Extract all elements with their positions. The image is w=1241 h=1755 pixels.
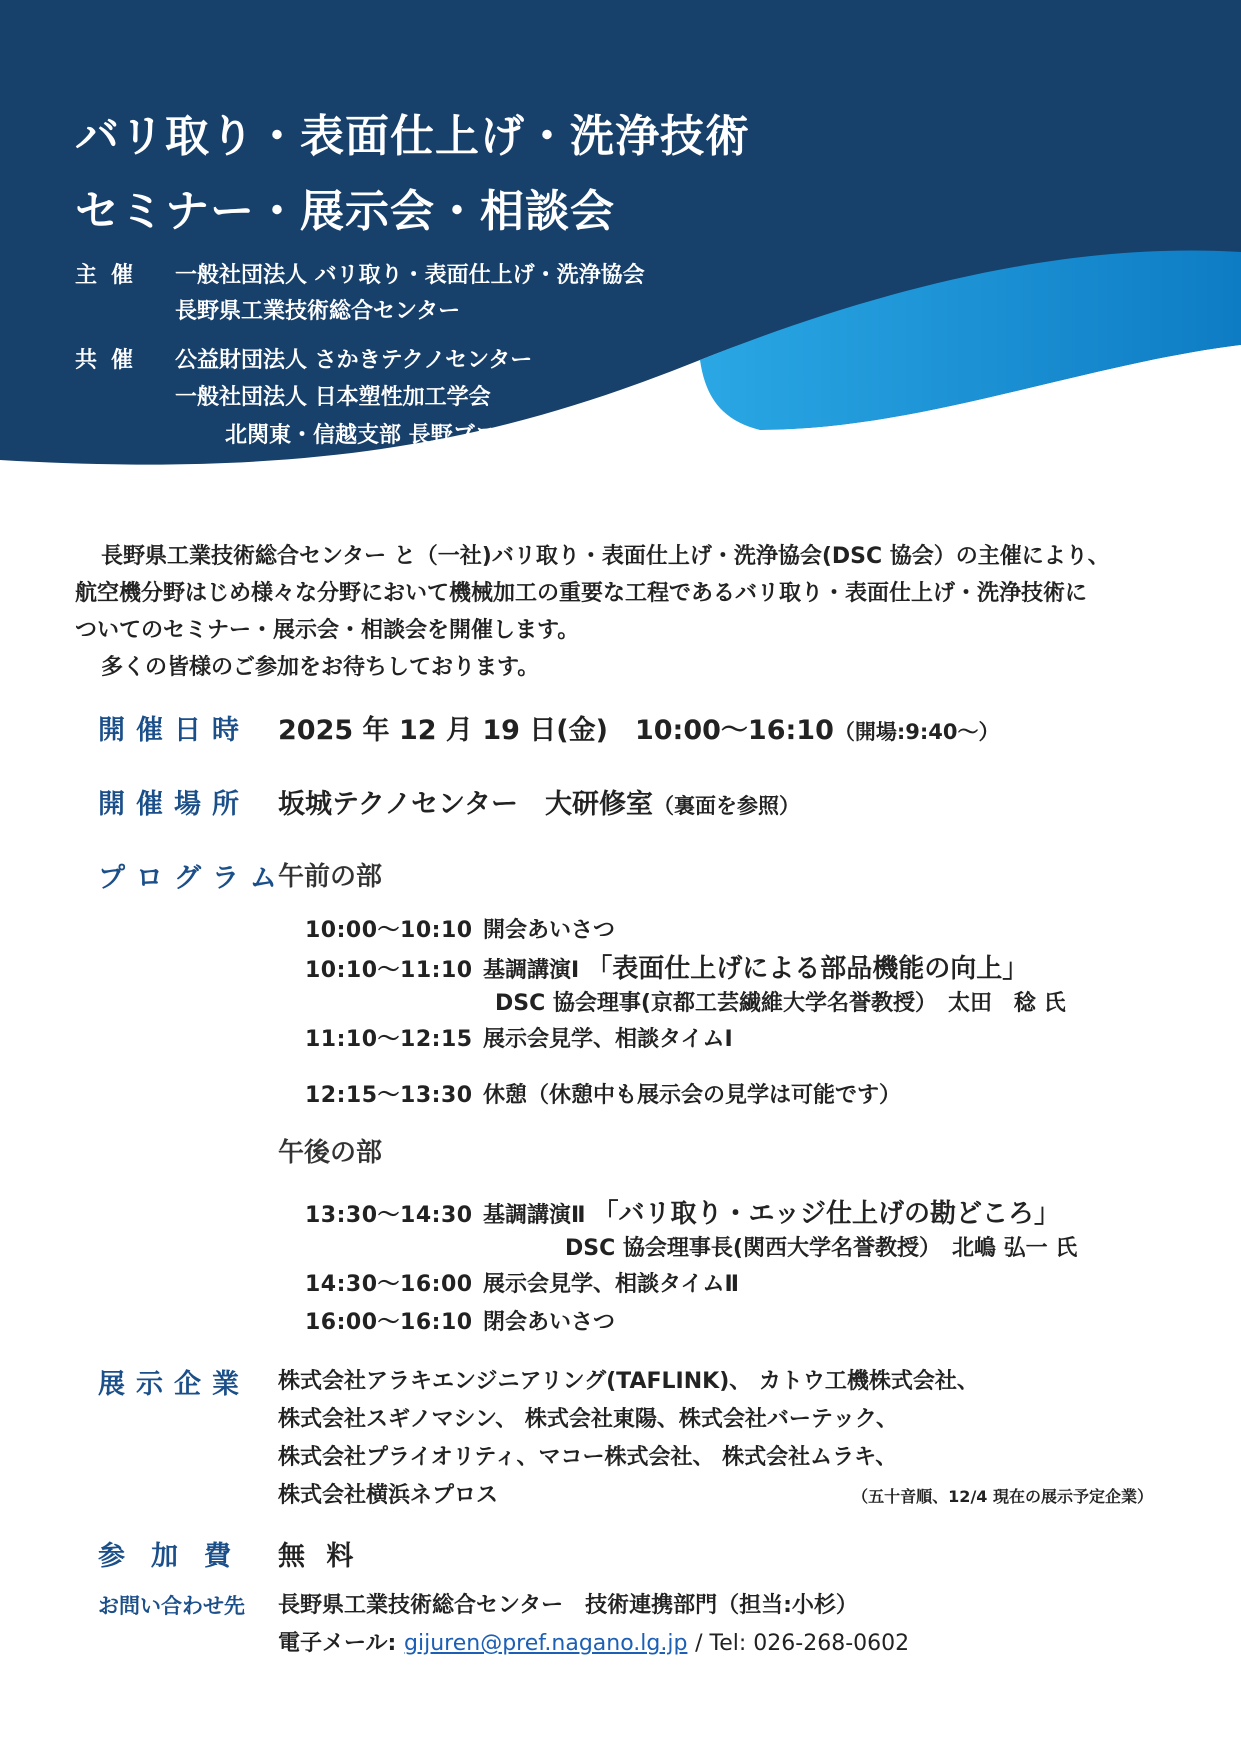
program-time: 16:00～16:10: [305, 1310, 473, 1335]
cosponsor-label: 共催: [75, 348, 148, 373]
program-time: 13:30～14:30: [305, 1203, 473, 1228]
organizer-2: 長野県工業技術総合センター: [175, 299, 461, 324]
program-time: 10:10～11:10: [305, 958, 473, 983]
title-line-1: バリ取り・表面仕上げ・洗浄技術: [75, 111, 750, 162]
program-desc: 閉会あいさつ: [483, 1310, 616, 1335]
program-time: 12:15～13:30: [305, 1083, 473, 1108]
contact-label: お問い合わせ先: [98, 1594, 245, 1618]
program-desc: 開会あいさつ: [483, 918, 616, 943]
program-desc: 展示会見学、相談タイムⅠ: [483, 1027, 733, 1052]
email-link[interactable]: gijuren@pref.nagano.lg.jp: [404, 1631, 688, 1656]
keynote-2-speaker: DSC 協会理事長(関西大学名誉教授） 北嶋 弘一 氏: [565, 1236, 1078, 1261]
fee-label: 参加費: [98, 1541, 257, 1572]
venue-note: （裏面を参照）: [653, 794, 801, 818]
keynote-2-title: 「バリ取り・エッジ仕上げの勘どころ」: [592, 1199, 1060, 1229]
program-row: [305, 1078, 901, 1109]
program-row: [305, 1193, 1060, 1230]
keynote-1-title: 「表面仕上げによる部品機能の向上」: [586, 954, 1029, 984]
program-desc: 基調講演Ⅰ: [483, 958, 580, 983]
program-desc: 基調講演Ⅱ: [483, 1203, 586, 1228]
exhibitor-line: 株式会社プライオリティ、マコー株式会社、 株式会社ムラキ、: [278, 1445, 898, 1470]
intro-paragraph: [75, 538, 1170, 686]
program-row: [305, 1267, 739, 1298]
cosponsor-2: 一般社団法人 日本塑性加工学会: [175, 385, 491, 410]
program-row: [305, 1305, 615, 1336]
tel-text: / Tel: 026-268-0602: [695, 1631, 910, 1656]
program-label: プログラム: [98, 863, 288, 894]
datetime-label: 開催日時: [98, 715, 250, 746]
venue-text: 坂城テクノセンター 大研修室: [278, 789, 654, 820]
intro-line-4: 多くの皆様のご参加をお待ちしております。: [101, 655, 540, 680]
contact-line-2: [278, 1626, 909, 1657]
program-desc: 休憩（休憩中も展示会の見学は可能です）: [483, 1083, 902, 1108]
contact-line-1: 長野県工業技術総合センター 技術連携部門（担当:小杉）: [278, 1593, 858, 1618]
exhibitor-line: 株式会社横浜ネプロス: [278, 1483, 499, 1508]
intro-line-1: 長野県工業技術総合センター と（一社)バリ取り・表面仕上げ・洗浄協会(DSC 協会）の主催により、: [101, 544, 1110, 569]
morning-label: 午前の部: [278, 862, 383, 892]
datetime-text: 2025 年 12 月 19 日(金) 10:00～16:10: [278, 715, 834, 746]
afternoon-label: 午後の部: [278, 1138, 383, 1168]
program-row: [305, 1022, 733, 1053]
program-row: [305, 913, 615, 944]
venue-value: [278, 782, 800, 821]
datetime-note: （開場:9:40～）: [833, 720, 1000, 744]
cosponsor-3: 北関東・信越支部 長野ブロック: [225, 423, 541, 448]
exhibitor-line: 株式会社スギノマシン、 株式会社東陽、株式会社バーテック、: [278, 1407, 899, 1432]
program-desc: 展示会見学、相談タイムⅡ: [483, 1272, 740, 1297]
intro-line-3: ついてのセミナー・展示会・相談会を開催します。: [75, 618, 580, 643]
header-banner: [0, 0, 1241, 500]
program-time: 10:00～10:10: [305, 918, 473, 943]
datetime-value: [278, 708, 1000, 747]
intro-line-2: 航空機分野はじめ様々な分野において機械加工の重要な工程であるバリ取り・表面仕上げ・洗浄技術に: [75, 581, 1088, 606]
organizer-1: 一般社団法人 バリ取り・表面仕上げ・洗浄協会: [175, 263, 645, 288]
exhibitors-note: （五十音順、12/4 現在の展示予定企業）: [852, 1487, 1153, 1506]
banner-wave-graphic: [0, 0, 1241, 500]
venue-label: 開催場所: [98, 789, 250, 820]
fee-value: 無 料: [278, 1541, 360, 1572]
organizer-label: 主催: [75, 263, 148, 288]
title-line-2: セミナー・展示会・相談会: [75, 186, 615, 237]
program-time: 11:10～12:15: [305, 1027, 473, 1052]
exhibitors-label: 展示企業: [98, 1369, 250, 1400]
exhibitor-line: 株式会社アラキエンジニアリング(TAFLINK)、 カトウ工機株式会社、: [278, 1369, 979, 1394]
keynote-1-speaker: DSC 協会理事(京都工芸繊維大学名誉教授） 太田 稔 氏: [495, 991, 1066, 1016]
program-row: [305, 948, 1028, 985]
program-time: 14:30～16:00: [305, 1272, 473, 1297]
email-label: 電子メール:: [278, 1631, 397, 1656]
cosponsor-1: 公益財団法人 さかきテクノセンター: [175, 348, 533, 373]
